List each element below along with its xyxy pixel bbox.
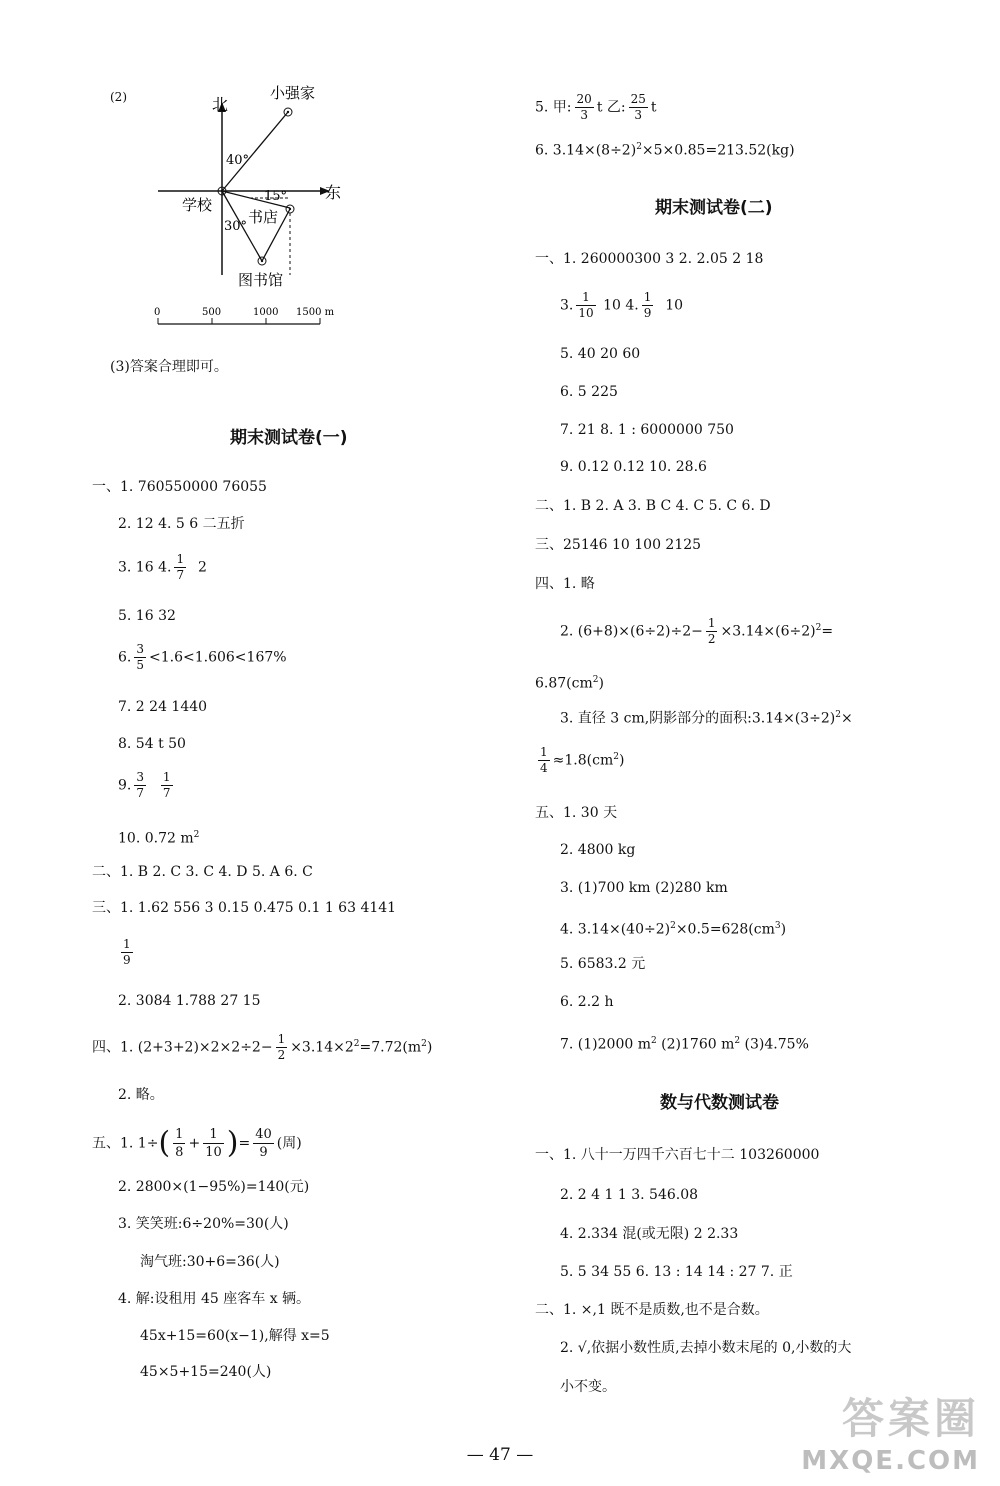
s5-2: 2. 2800×(1−95%)=140(元) — [118, 1179, 310, 1195]
r6: 6. $3.14\times(8\div 2)^2\times 5\times 0.85=213.52(kg)$ — [535, 142, 795, 159]
watermark-logo: 答案圈 MXQE.COM — [801, 1394, 980, 1476]
t2-9: 9. 0.12 0.12 10. 28.6 — [560, 459, 707, 475]
s3-1-fraction: $\frac{1}{9}$ — [123, 937, 131, 967]
t2-3: 3. $\frac{1}{10}$ 10 4. $\frac{1}{9}$ 10 — [560, 290, 684, 320]
part2-label: (2) — [110, 90, 127, 104]
s1-1: 一、1. 760550000 76055 — [92, 479, 267, 495]
xiaoqiang-label: 小强家 — [270, 84, 316, 102]
library-label: 图书馆 — [238, 271, 284, 289]
t2-s4-3: 3. 直径 3 cm,阴影部分的面积$:3.14\times(3\div 2)^2\times$ — [560, 710, 853, 727]
school-label: 学校 — [182, 196, 213, 214]
s1-9: 9. $\frac{3}{7}$ $\frac{1}{7}$ — [118, 770, 171, 800]
s2-answers: 二、1. B 2. C 3. C 4. D 5. A 6. C — [92, 864, 313, 880]
t2-s5-1: 五、1. 30 天 — [535, 805, 618, 821]
t2-s4-3-result: $\frac{1}{4}$ $\approx 1.8(cm^2)$ — [540, 745, 625, 775]
s3-2: 2. 3084 1.788 27 15 — [118, 993, 261, 1009]
t3-s2-2b: 小不变。 — [560, 1379, 616, 1395]
s3-1: 三、1. 1.62 556 3 0.15 0.475 0.1 1 63 4141 — [92, 900, 397, 916]
t3-5: 5. 5 34 55 6. 13 : 14 14 : 27 7. 正 — [560, 1264, 793, 1280]
s5-4b: 45x+15=60(x−1),解得 x=5 — [140, 1328, 330, 1344]
s5-4: 4. 解:设租用 45 座客车 x 辆。 — [118, 1291, 311, 1307]
t2-s5-5: 5. 6583.2 元 — [560, 956, 646, 972]
s1-3: 3. 16 4. $\frac{1}{7}$ 2 — [118, 552, 207, 582]
scale-0: 0 — [154, 307, 161, 318]
s5-4c: 45×5+15=240(人) — [140, 1364, 272, 1380]
t2-6: 6. 5 225 — [560, 384, 618, 400]
title-number-algebra: 数与代数测试卷 — [660, 1093, 779, 1113]
t2-s4: 四、1. 略 — [535, 576, 595, 592]
angle-30-label: 30° — [224, 219, 248, 234]
t2-s3: 三、25146 10 100 2125 — [535, 537, 702, 553]
scale-1000: 1000 — [253, 307, 279, 318]
s1-2: 2. 12 4. 5 6 二五折 — [118, 516, 245, 532]
s1-8: 8. 54 t 50 — [118, 736, 186, 752]
t2-s4-2-result: $6.87(cm^2)$ — [535, 675, 604, 692]
t2-s5-2: 2. 4800 kg — [560, 842, 636, 858]
t2-5: 5. 40 20 60 — [560, 346, 641, 362]
title-final-1: 期末测试卷(一) — [230, 428, 348, 448]
bookstore-label: 书店 — [248, 208, 279, 226]
s1-10: 10. 0.72 $m^2$ — [118, 830, 200, 847]
north-label: 北 — [212, 95, 229, 114]
t2-7: 7. 21 8. 1 : 6000000 750 — [560, 422, 734, 438]
s5-1: 五、1. 1÷( $\frac{1}{8}$ + $\frac{1}{10}$ )= $\frac{40}{9}$ (周) — [92, 1125, 302, 1161]
s1-6: 6. $\frac{3}{5}$ <1.6<1.606<167% — [118, 642, 287, 672]
page-number: — 47 — — [466, 1445, 534, 1465]
t2-s5-6: 6. 2.2 h — [560, 994, 614, 1010]
east-label: 东 — [325, 183, 342, 202]
t2-s5-4: 4. $3.14\times(40\div 2)^2\times 0.5=628(cm^3)$ — [560, 921, 787, 938]
scale-500: 500 — [202, 307, 222, 318]
s5-3: 3. 笑笑班:6÷20%=30(人) — [118, 1216, 289, 1232]
title-final-2: 期末测试卷(二) — [655, 198, 773, 218]
r5: 5. 甲: $\frac{20}{3}$ t 乙: $\frac{25}{3}$ t — [535, 92, 657, 122]
s4-1: 四、1. (2+3+2)×2×2÷2− $\frac{1}{2}$ $\times 3.14\times 2^2=7.72(m^2)$ — [92, 1032, 433, 1062]
direction-map — [150, 80, 370, 330]
part3-answer: (3)答案合理即可。 — [110, 359, 228, 375]
s5-3b: 淘气班:30+6=36(人) — [140, 1254, 280, 1270]
t3-s2: 二、1. ×,1 既不是质数,也不是合数。 — [535, 1302, 769, 1318]
scale-1500: 1500 m — [296, 307, 335, 318]
t3-4: 4. 2.33̇4̇ 混(或无限) 2 2.33 — [560, 1226, 739, 1242]
t2-s5-7: 7. (1)2000 $m^2$ (2)1760 $m^2$ (3)4.75% — [560, 1036, 809, 1053]
t2-s2: 二、1. B 2. A 3. B C 4. C 5. C 6. D — [535, 498, 771, 514]
t2-s5-3: 3. (1)700 km (2)280 km — [560, 880, 728, 896]
t3-2: 2. 2 4 1 1 3. 546.08 — [560, 1187, 699, 1203]
angle-15-label: 15° — [264, 189, 288, 204]
t2-s4-2: 2. (6+8)×(6÷2)÷2− $\frac{1}{2}$ $\times 3.14\times(6\div 2)^2=$ — [560, 616, 834, 646]
s4-2: 2. 略。 — [118, 1087, 164, 1103]
t3-1: 一、1. 八十一万四千六百七十二 103260000 — [535, 1147, 820, 1163]
angle-40-label: 40° — [226, 153, 250, 168]
t3-s2-2: 2. √,依据小数性质,去掉小数末尾的 0,小数的大 — [560, 1340, 852, 1356]
s1-7: 7. 2 24 1440 — [118, 699, 208, 715]
s1-5: 5. 16 32 — [118, 608, 176, 624]
t2-1: 一、1. 260000300 3 2. 2.05 2 18 — [535, 251, 764, 267]
